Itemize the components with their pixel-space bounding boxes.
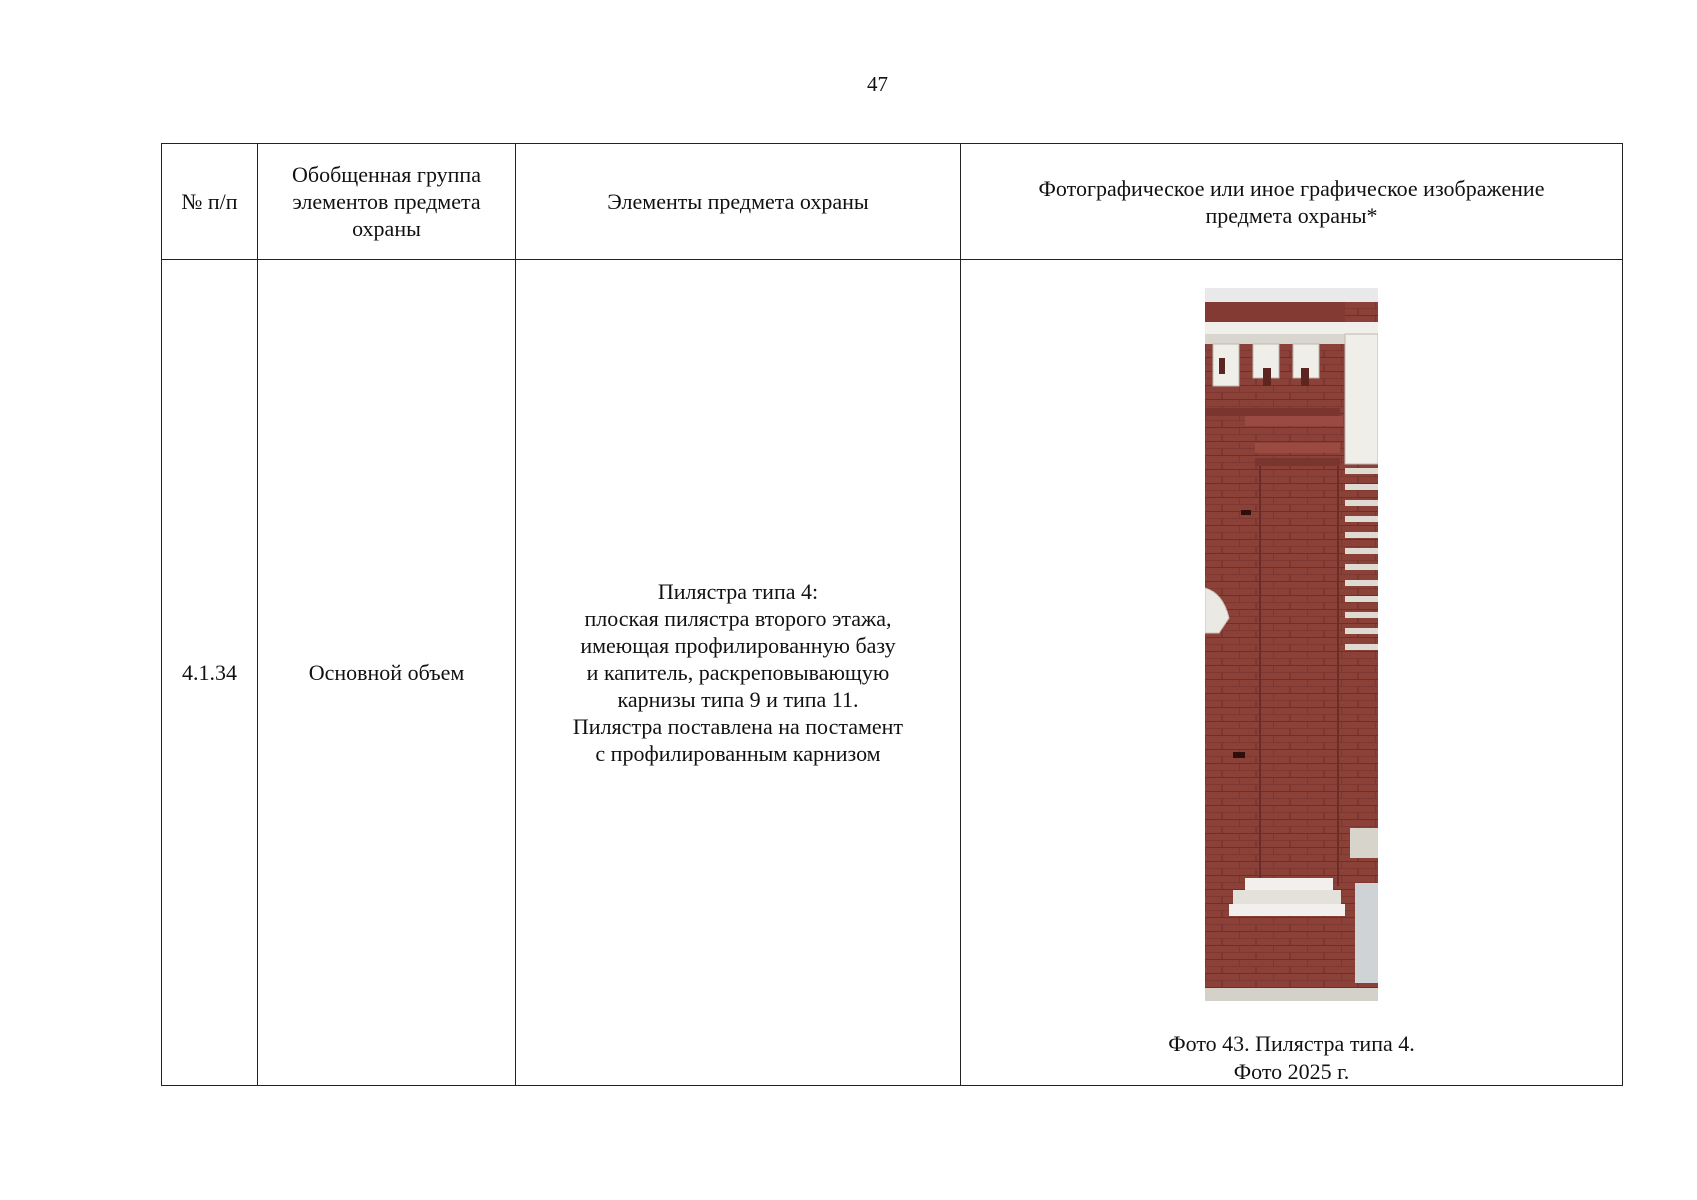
row-group: Основной объем xyxy=(258,260,516,1086)
table-header-row xyxy=(162,144,1623,260)
row-elements-description: Пилястра типа 4: плоская пилястра второго этажа, имеющая профилированную базу и капитель, раскреповывающую карнизы типа 9 и типа 11. Пилястра поставлена на постамент с профилированным карнизом xyxy=(516,260,961,1086)
protection-elements-table xyxy=(161,143,1623,1086)
header-group: Обобщенная группа элементов предмета охраны xyxy=(258,144,516,260)
header-photo: Фотографическое или иное графическое изображение предмета охраны* xyxy=(961,144,1623,260)
page-number: 47 xyxy=(867,72,888,96)
photo-caption xyxy=(961,1030,1622,1086)
header-number: № п/п xyxy=(162,144,258,260)
row-number: 4.1.34 xyxy=(162,260,258,1086)
header-elements: Элементы предмета охраны xyxy=(516,144,961,260)
table-row xyxy=(162,260,1623,1086)
pilaster-photo xyxy=(1205,288,1378,1001)
row-photo-cell xyxy=(961,260,1623,1086)
photo-caption-line1: Фото 43. Пилястра типа 4. xyxy=(1168,1031,1415,1056)
photo-caption-line2: Фото 2025 г. xyxy=(1233,1059,1350,1084)
